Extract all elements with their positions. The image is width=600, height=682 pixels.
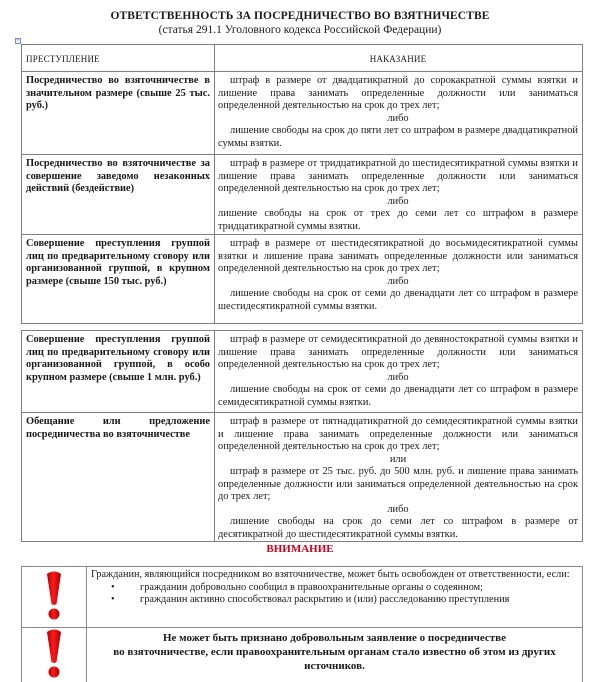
penalty-table-part1 — [21, 44, 583, 324]
release-row — [22, 567, 583, 628]
penalty-cell — [215, 72, 583, 155]
crime-cell: Совершение преступления группой лиц по предварительному сговору или организованной группой, в крупном размере (свыше 150 тыс. руб.) — [22, 235, 215, 324]
crime-cell: Обещание или предложение посредничества во взяточничестве — [22, 413, 215, 542]
penalty-text: лишение свободы на срок от семи до двенадцати лет со штрафом в размере шестидесятикратной суммы взятки. — [218, 288, 578, 312]
table-row — [22, 72, 583, 155]
bullet-icon: • — [111, 581, 115, 593]
crime-cell: Посредничество во взяточничестве за совершение заведомо незаконных действий (бездействие) — [22, 155, 215, 235]
penalty-text: штраф в размере от двадцатикратной до сорокакратной суммы взятки и лишение права занимать определенные должности или заниматься определенной деятельностью на срок до трех лет; — [218, 75, 578, 111]
header-penalty: НАКАЗАНИЕ — [215, 45, 583, 72]
table-header-row — [22, 45, 583, 72]
release-item-text: гражданин добровольно сообщил в правоохранительные органы о содеянном; — [140, 581, 484, 593]
release-list — [91, 582, 578, 607]
document-subtitle: (статья 291.1 Уголовного кодекса Российской Федерации) — [158, 24, 442, 36]
exclamation-icon — [43, 570, 65, 622]
attention-heading: ВНИМАНИЕ — [266, 543, 334, 555]
penalty-table-part2 — [21, 330, 583, 542]
penalty-separator: либо — [387, 371, 409, 383]
release-conditions — [87, 567, 583, 628]
bullet-icon: • — [111, 594, 115, 605]
penalty-cell — [215, 331, 583, 413]
table-row — [22, 235, 583, 324]
table-move-handle-icon[interactable]: + — [16, 38, 20, 44]
penalty-text: лишение свободы на срок от семи до двенадцати лет со штрафом в размере семидесятикратной суммы взятки. — [218, 384, 578, 408]
table-row — [22, 413, 583, 542]
penalty-separator: либо — [387, 195, 409, 207]
penalty-cell — [215, 155, 583, 235]
table-row — [22, 155, 583, 235]
penalty-cell — [215, 413, 583, 542]
penalty-separator: либо — [387, 112, 409, 124]
penalty-text: штраф в размере от тридцатикратной до шестидесятикратной суммы взятки и лишение права занимать определенные должности или заниматься определенной деятельностью на срок до трех лет; — [218, 158, 578, 194]
header-crime: ПРЕСТУПЛЕНИЕ — [22, 45, 215, 72]
attention-table — [21, 566, 583, 682]
notice-row — [22, 627, 583, 682]
penalty-text: лишение свободы на срок от трех до семи лет со штрафом в размере тридцатикратной суммы взятки. — [218, 208, 578, 232]
notice-line2: во взяточничестве, если правоохранительным органам стало известно об этом из других источников. — [113, 645, 556, 672]
icon-cell — [22, 567, 87, 628]
penalty-text: штраф в размере от семидесятикратной до девяностократной суммы взятки и лишение права занимать определенные должности или заниматься определенной деятельностью на срок до трех лет; — [218, 334, 578, 370]
table-row — [22, 331, 583, 413]
penalty-separator: либо — [387, 503, 409, 515]
release-intro: Гражданин, являющийся посредником во взяточничестве, может быть освобожден от ответственности, если: — [91, 569, 570, 580]
penalty-text: лишение свободы на срок до пяти лет со штрафом в размере двадцатикратной суммы взятки. — [218, 125, 578, 149]
crime-cell: Совершение преступления группой лиц по предварительному сговору или организованной группой, в особо крупном размере (свыше 1 млн. руб.) — [22, 331, 215, 413]
release-item-text: гражданин активно способствовал раскрытию и (или) расследованию преступления — [140, 594, 510, 605]
penalty-text: штраф в размере от пятнадцатикратной до семидесятикратной суммы взятки и лишение права занимать определенные должности или заниматься определенной деятельностью на срок до трех лет; — [218, 416, 578, 452]
penalty-separator: либо — [387, 275, 409, 287]
notice-cell — [87, 627, 583, 682]
icon-cell — [22, 627, 87, 682]
document-title: ОТВЕТСТВЕННОСТЬ ЗА ПОСРЕДНИЧЕСТВО ВО ВЗЯТНИЧЕСТВЕ — [110, 10, 490, 22]
release-item — [111, 582, 578, 595]
penalty-text: штраф в размере от шестидесятикратной до восьмидесятикратной суммы взятки и лишение права занимать определенные должности или заниматься определенной деятельностью на срок до трех лет; — [218, 238, 578, 274]
notice-line1: Не может быть признано добровольным заявление о посредничестве — [162, 631, 507, 644]
penalty-text: лишение свободы на срок до семи лет со штрафом в размере от десятикратной до шестидесятикратной суммы взятки. — [218, 516, 578, 540]
exclamation-icon — [43, 628, 65, 680]
penalty-cell — [215, 235, 583, 324]
release-item — [111, 594, 578, 607]
penalty-separator: или — [389, 453, 407, 465]
crime-cell: Посредничество во взяточничестве в значительном размере (свыше 25 тыс. руб.) — [22, 72, 215, 155]
penalty-text: штраф в размере от 25 тыс. руб. до 500 млн. руб. и лишение права занимать определенные должности или заниматься определенной деятельностью на срок до трех лет; — [218, 466, 578, 502]
